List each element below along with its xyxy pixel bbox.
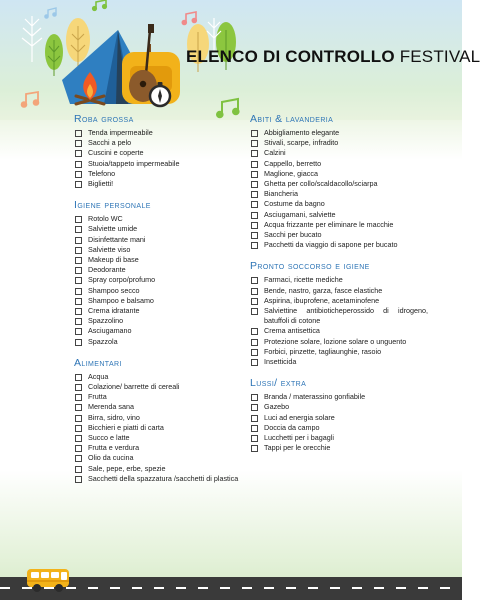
checklist-item[interactable] <box>74 138 240 148</box>
section-title: Igiene personale <box>74 199 151 212</box>
section-roba-grossa <box>74 113 240 189</box>
checklist-item[interactable] <box>74 224 240 234</box>
checklist-item-label: Asciugamani, salviette <box>264 209 336 219</box>
checklist-item[interactable] <box>250 443 428 453</box>
checkbox-icon[interactable] <box>75 150 82 157</box>
checklist-item[interactable] <box>250 347 428 357</box>
checkbox-icon[interactable] <box>251 328 258 335</box>
checkbox-icon[interactable] <box>251 212 258 219</box>
checkbox-icon[interactable] <box>251 435 258 442</box>
checklist-item-label: Forbici, pinzette, tagliaunghie, rasoio <box>264 346 382 356</box>
checklist-item-label: Abbigliamento elegante <box>264 128 340 137</box>
checklist-item[interactable] <box>250 286 428 296</box>
checklist-item[interactable] <box>74 169 240 179</box>
checklist-item-label: Frutta e verdura <box>88 443 140 453</box>
checkbox-icon[interactable] <box>251 201 258 208</box>
checklist-item[interactable] <box>250 138 428 148</box>
checklist-item-label: Sacchi per bucato <box>264 230 322 240</box>
checklist-item-label: Lucchetti per i bagagli <box>264 433 334 443</box>
checklist-item[interactable] <box>250 240 428 250</box>
bus-icon <box>26 568 72 594</box>
checklist-item[interactable] <box>74 159 240 169</box>
checklist <box>74 214 240 347</box>
checklist-item[interactable] <box>250 128 428 138</box>
checklist-item-label: Spazzola <box>88 336 118 346</box>
checklist-item-label: Spray corpo/profumo <box>88 275 156 285</box>
checklist-item[interactable] <box>74 443 240 453</box>
checklist-item-label: Aspirina, ibuprofene, acetaminofene <box>264 295 380 305</box>
left-column <box>74 113 240 494</box>
checkbox-icon[interactable] <box>75 267 82 274</box>
title-light: FESTIVAL <box>399 47 480 66</box>
checklist-item[interactable] <box>74 326 240 336</box>
checklist-item-label: Gazebo <box>264 402 290 412</box>
section-title: Alimentari <box>74 356 122 369</box>
checkbox-icon[interactable] <box>75 476 82 483</box>
checklist-item[interactable] <box>74 433 240 443</box>
checklist-item-label: Luci ad energia solare <box>264 412 335 422</box>
checklist-item[interactable] <box>250 402 428 412</box>
checklist-item[interactable] <box>74 453 240 463</box>
checklist-item-label: Makeup di base <box>88 255 139 265</box>
checkbox-icon[interactable] <box>251 277 258 284</box>
checklist-item-label: Ghetta per collo/scaldacollo/sciarpa <box>264 179 378 189</box>
checkbox-icon[interactable] <box>251 339 258 346</box>
checklist <box>74 372 240 484</box>
checkbox-icon[interactable] <box>75 181 82 188</box>
checklist-item-label: Costume da bagno <box>264 199 325 209</box>
checklist <box>74 128 240 189</box>
checklist-item-label: Salviettine antibioticheperossido di idrogeno, batuffoli di cotone <box>264 306 428 326</box>
checklist-item[interactable] <box>250 306 428 326</box>
checklist-item-label: Crema idratante <box>88 306 140 316</box>
checklist-item-label: Colazione/ barrette di cereali <box>88 382 180 392</box>
checkbox-icon[interactable] <box>75 328 82 335</box>
checklist-item[interactable] <box>74 382 240 392</box>
checkbox-icon[interactable] <box>251 394 258 401</box>
checklist-item[interactable] <box>250 189 428 199</box>
section-alimentari <box>74 357 240 484</box>
checklist-item-label: Bicchieri e piatti di carta <box>88 422 164 432</box>
checkbox-icon[interactable] <box>251 140 258 147</box>
checkbox-icon[interactable] <box>75 247 82 254</box>
checklist-item[interactable] <box>74 275 240 285</box>
checklist-item[interactable] <box>74 392 240 402</box>
section-title: Abiti & lavanderia <box>250 113 334 125</box>
checklist-item[interactable] <box>74 128 240 138</box>
checkbox-icon[interactable] <box>251 130 258 137</box>
checklist-item-label: Frutta <box>88 392 107 402</box>
checklist-item[interactable] <box>74 402 240 412</box>
checklist-item[interactable] <box>74 265 240 275</box>
checklist-item[interactable] <box>74 316 240 326</box>
checklist-item[interactable] <box>74 337 240 347</box>
music-note-icon <box>22 92 39 107</box>
checklist-item-label: Acqua <box>88 371 109 381</box>
checklist-item-label: Stuoia/tappeto impermeabile <box>88 158 180 168</box>
checkbox-icon[interactable] <box>251 308 258 315</box>
checklist-item[interactable] <box>250 296 428 306</box>
checkbox-icon[interactable] <box>75 130 82 137</box>
section-pronto-soccorso <box>250 260 428 367</box>
checklist-item[interactable] <box>74 306 240 316</box>
checklist-item-label: Acqua frizzante per eliminare le macchie <box>264 219 394 229</box>
checklist-item[interactable] <box>250 275 428 285</box>
checklist-item[interactable] <box>74 245 240 255</box>
checklist-item-label: Insetticida <box>264 357 297 367</box>
page-title <box>186 47 480 67</box>
checkbox-icon[interactable] <box>251 445 258 452</box>
tree-icon <box>22 16 42 62</box>
checkbox-icon[interactable] <box>75 394 82 401</box>
checklist-item[interactable] <box>250 210 428 220</box>
checklist-item[interactable] <box>250 433 428 443</box>
checklist-item-label: Olio da cucina <box>88 453 134 463</box>
checklist-item-label: Deodorante <box>88 265 126 275</box>
checklist <box>250 275 428 367</box>
checklist-item-label: Disinfettante mani <box>88 234 146 244</box>
checklist-item[interactable] <box>250 326 428 336</box>
checklist-item-label: Stivali, scarpe, infradito <box>264 138 339 148</box>
checkbox-icon[interactable] <box>75 384 82 391</box>
checkbox-icon[interactable] <box>75 277 82 284</box>
checkbox-icon[interactable] <box>251 232 258 239</box>
checklist-item-label: Bende, nastro, garza, fasce elastiche <box>264 285 383 295</box>
checkbox-icon[interactable] <box>251 181 258 188</box>
checkbox-icon[interactable] <box>75 257 82 264</box>
tree-icon <box>45 34 63 76</box>
checklist-item[interactable] <box>74 148 240 158</box>
checklist-item-label: Salviette viso <box>88 244 131 254</box>
checklist <box>250 128 428 250</box>
music-note-icon <box>93 0 107 10</box>
checklist-item-label: Cuscini e coperte <box>88 148 144 158</box>
checkbox-icon[interactable] <box>75 171 82 178</box>
checkbox-icon[interactable] <box>75 288 82 295</box>
checklist-item-label: Sale, pepe, erbe, spezie <box>88 463 166 473</box>
checkbox-icon[interactable] <box>251 359 258 366</box>
checklist-item[interactable] <box>74 296 240 306</box>
checkbox-icon[interactable] <box>75 404 82 411</box>
checklist-item[interactable] <box>250 148 428 158</box>
checklist-item[interactable] <box>74 423 240 433</box>
checkbox-icon[interactable] <box>75 216 82 223</box>
checkbox-icon[interactable] <box>75 455 82 462</box>
checkbox-icon[interactable] <box>75 374 82 381</box>
checklist-item-label: Spazzolino <box>88 316 124 326</box>
checkbox-icon[interactable] <box>251 191 258 198</box>
checkbox-icon[interactable] <box>75 237 82 244</box>
checklist-item-label: Sacchetti della spazzatura /sacchetti di plastica <box>88 473 239 483</box>
checklist-item-label: Pacchetti da viaggio di sapone per bucato <box>264 240 398 250</box>
checkbox-icon[interactable] <box>251 288 258 295</box>
checklist-item[interactable] <box>250 413 428 423</box>
checklist-item-label: Crema antisettica <box>264 326 320 336</box>
checklist-item[interactable] <box>74 179 240 189</box>
section-igiene-personale <box>74 199 240 347</box>
checkbox-icon[interactable] <box>75 466 82 473</box>
checklist-item-label: Cappello, berretto <box>264 158 322 168</box>
checkbox-icon[interactable] <box>75 161 82 168</box>
checklist-item[interactable] <box>74 214 240 224</box>
checklist-item-label: Doccia da campo <box>264 422 320 432</box>
checklist-item[interactable] <box>74 372 240 382</box>
checklist-item[interactable] <box>250 159 428 169</box>
section-abiti-lavanderia <box>250 113 428 250</box>
checklist-item[interactable] <box>250 199 428 209</box>
checklist-item-label: Tenda impermeabile <box>88 128 153 137</box>
checkbox-icon[interactable] <box>251 171 258 178</box>
checklist-item[interactable] <box>250 169 428 179</box>
checklist-item-label: Protezione solare, lozione solare o unguento <box>264 336 407 346</box>
checklist-item[interactable] <box>74 255 240 265</box>
checkbox-icon[interactable] <box>75 140 82 147</box>
checklist-item[interactable] <box>74 413 240 423</box>
checklist-item-label: Biglietti! <box>88 179 114 189</box>
checklist-item[interactable] <box>74 286 240 296</box>
checkbox-icon[interactable] <box>75 339 82 346</box>
checklist-item[interactable] <box>74 464 240 474</box>
checklist-item[interactable] <box>250 230 428 240</box>
checklist-item-label: Sacchi a pelo <box>88 138 132 148</box>
checkbox-icon[interactable] <box>75 318 82 325</box>
checklist-item-label: Succo e latte <box>88 433 130 443</box>
checklist-item-label: Shampoo secco <box>88 285 140 295</box>
checklist-item-label: Calzini <box>264 148 286 158</box>
checkbox-icon[interactable] <box>251 349 258 356</box>
checkbox-icon[interactable] <box>251 425 258 432</box>
checkbox-icon[interactable] <box>251 415 258 422</box>
checklist-item[interactable] <box>250 179 428 189</box>
checklist-item-label: Birra, sidro, vino <box>88 412 140 422</box>
checklist-item[interactable] <box>250 337 428 347</box>
section-title: Roba grossa <box>74 113 134 125</box>
checklist-item-label: Tappi per le orecchie <box>264 443 331 453</box>
checklist-item-label: Shampoo e balsamo <box>88 295 154 305</box>
checkbox-icon[interactable] <box>75 425 82 432</box>
checklist-item-label: Branda / materassino gonfiabile <box>264 392 366 402</box>
checklist-item[interactable] <box>250 357 428 367</box>
checkbox-icon[interactable] <box>251 222 258 229</box>
checklist-item-label: Merenda sana <box>88 402 134 412</box>
checklist-item[interactable] <box>250 423 428 433</box>
section-title: Lussi/ extra <box>250 377 307 390</box>
checklist-item-label: Maglione, giacca <box>264 168 318 178</box>
checkbox-icon[interactable] <box>75 226 82 233</box>
checkbox-icon[interactable] <box>251 150 258 157</box>
checklist <box>250 392 428 453</box>
checkbox-icon[interactable] <box>75 435 82 442</box>
checklist-item[interactable] <box>74 474 240 484</box>
music-note-icon <box>182 12 196 25</box>
checkbox-icon[interactable] <box>251 404 258 411</box>
checklist-item-label: Biancheria <box>264 189 298 199</box>
checklist-item-label: Telefono <box>88 168 116 178</box>
music-note-icon <box>45 8 56 18</box>
checklist-item-label: Asciugamano <box>88 326 132 336</box>
section-title: Pronto soccorso e igiene <box>250 260 370 273</box>
checkbox-icon[interactable] <box>251 298 258 305</box>
checkbox-icon[interactable] <box>75 298 82 305</box>
checklist-item[interactable] <box>250 220 428 230</box>
checklist-item[interactable] <box>250 392 428 402</box>
checklist-item-label: Farmaci, ricette mediche <box>264 275 343 285</box>
checklist-item-label: Rotolo WC <box>88 214 123 224</box>
checklist-item[interactable] <box>74 235 240 245</box>
checkbox-icon[interactable] <box>251 161 258 168</box>
checkbox-icon[interactable] <box>75 415 82 422</box>
checkbox-icon[interactable] <box>75 445 82 452</box>
checkbox-icon[interactable] <box>251 242 258 249</box>
checklist-item-label: Salviette umide <box>88 224 138 234</box>
title-bold: ELENCO DI CONTROLLO <box>186 47 395 66</box>
section-lussi-extra <box>250 377 428 453</box>
checkbox-icon[interactable] <box>75 308 82 315</box>
right-column <box>250 113 428 463</box>
